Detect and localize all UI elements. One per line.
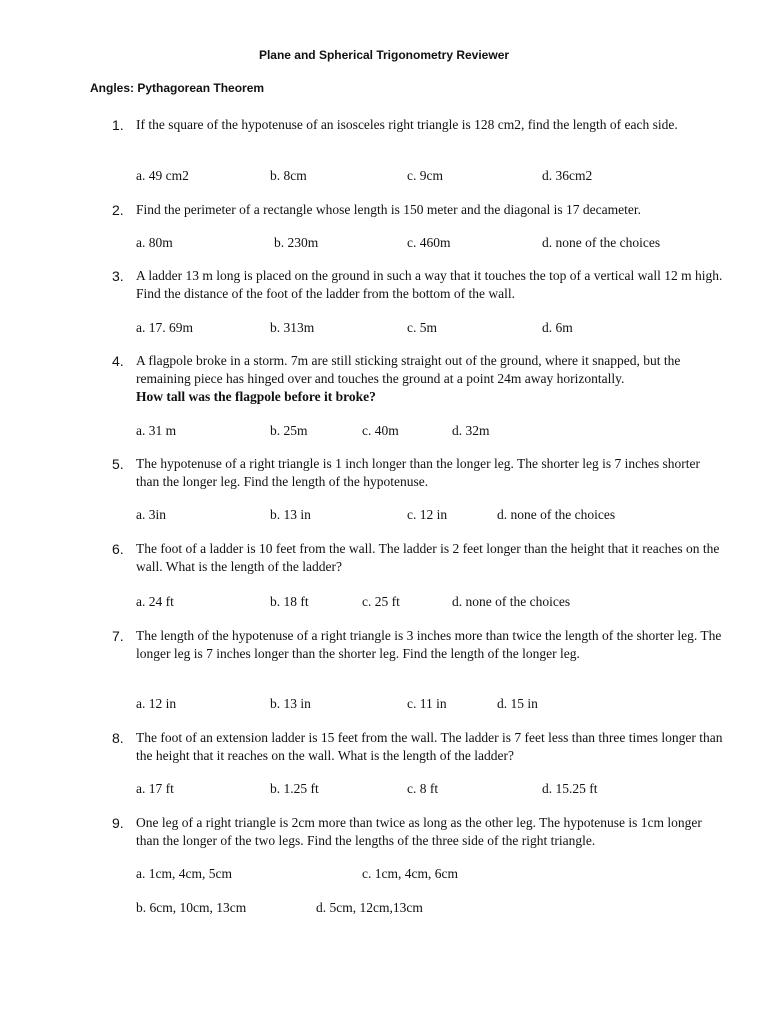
question-7 (112, 627, 726, 663)
question-number: 8. (112, 730, 124, 746)
option-c: c. 1cm, 4cm, 6cm (362, 866, 458, 881)
question-bold-text: How tall was the flagpole before it broke? (136, 389, 376, 404)
question-text: If the square of the hypotenuse of an isosceles right triangle is 128 cm2, find the length of each side. (136, 117, 678, 132)
options-7 (136, 695, 696, 713)
question-number: 6. (112, 541, 124, 557)
section-heading: Angles: Pythagorean Theorem (90, 81, 265, 95)
question-number: 1. (112, 117, 124, 133)
question-number: 9. (112, 815, 124, 831)
option-b: b. 6cm, 10cm, 13cm (136, 900, 247, 915)
option-d: d. 15.25 ft (542, 781, 598, 796)
option-a: a. 1cm, 4cm, 5cm (136, 866, 232, 881)
question-4 (112, 352, 726, 406)
option-d: d. 6m (542, 320, 573, 335)
option-b: b. 313m (270, 320, 315, 335)
options-5 (136, 506, 696, 524)
option-d: d. none of the choices (497, 507, 616, 522)
options-6 (136, 593, 696, 611)
question-number: 3. (112, 268, 124, 284)
option-b: b. 25m (270, 423, 308, 438)
question-text: The foot of a ladder is 10 feet from the wall. The ladder is 2 feet longer than the height that it reaches on the wall. What is the length of the ladder? (136, 541, 720, 574)
options-4 (136, 422, 696, 440)
question-9 (112, 814, 726, 850)
option-b: b. 230m (274, 235, 319, 250)
option-a: a. 3in (136, 507, 166, 522)
option-a: a. 17 ft (136, 781, 174, 796)
option-c: c. 5m (407, 320, 437, 335)
question-text: A flagpole broke in a storm. 7m are still sticking straight out of the ground, where it snapped, but the remaining piece has hinged over and touches the ground at a point 24m away horizontally. (136, 353, 681, 386)
question-text: The hypotenuse of a right triangle is 1 inch longer than the longer leg. The shorter leg is 7 inches shorter than the longer leg. Find the length of the hypotenuse. (136, 456, 700, 489)
option-d: d. 5cm, 12cm,13cm (316, 900, 423, 915)
options-9-row-1 (136, 865, 696, 883)
question-1 (112, 116, 726, 134)
option-b: b. 18 ft (270, 594, 309, 609)
options-2 (136, 234, 696, 252)
option-b: b. 1.25 ft (270, 781, 319, 796)
option-a: a. 80m (136, 235, 173, 250)
options-9-row-2 (136, 899, 696, 917)
question-text: One leg of a right triangle is 2cm more than twice as long as the other leg. The hypotenuse is 1cm longer than the longer of the two legs. Find the lengths of the three side of the right triangle. (136, 815, 702, 848)
option-b: b. 13 in (270, 507, 311, 522)
question-6 (112, 540, 726, 576)
option-a: a. 12 in (136, 696, 177, 711)
question-5 (112, 455, 726, 491)
question-text: The foot of an extension ladder is 15 feet from the wall. The ladder is 7 feet less than three times longer than the height that it reaches on the wall. What is the length of the ladder? (136, 730, 723, 763)
option-c: c. 25 ft (362, 594, 400, 609)
question-text: The length of the hypotenuse of a right triangle is 3 inches more than twice the length of the shorter leg. The longer leg is 7 inches longer than the shorter leg. Find the length of the longer leg. (136, 628, 722, 661)
question-2 (112, 201, 726, 219)
question-text: A ladder 13 m long is placed on the ground in such a way that it touches the top of a vertical wall 12 m high. Find the distance of the foot of the ladder from the bottom of the wall. (136, 268, 723, 301)
option-d: d. 32m (452, 423, 490, 438)
question-text: Find the perimeter of a rectangle whose length is 150 meter and the diagonal is 17 decameter. (136, 202, 641, 217)
option-d: d. none of the choices (542, 235, 661, 250)
options-8 (136, 780, 696, 798)
option-a: a. 17. 69m (136, 320, 193, 335)
option-b: b. 8cm (270, 168, 307, 183)
option-a: a. 31 m (136, 423, 177, 438)
option-c: c. 11 in (407, 696, 447, 711)
document-title: Plane and Spherical Trigonometry Reviewer (258, 48, 510, 62)
option-a: a. 24 ft (136, 594, 174, 609)
option-d: d. 36cm2 (542, 168, 593, 183)
option-c: c. 12 in (407, 507, 448, 522)
options-1 (136, 167, 696, 185)
question-number: 2. (112, 202, 124, 218)
option-a: a. 49 cm2 (136, 168, 189, 183)
question-8 (112, 729, 726, 765)
options-3 (136, 319, 696, 337)
question-number: 5. (112, 456, 124, 472)
question-number: 7. (112, 628, 124, 644)
option-c: c. 9cm (407, 168, 443, 183)
option-c: c. 40m (362, 423, 399, 438)
option-c: c. 8 ft (407, 781, 439, 796)
option-d: d. 15 in (497, 696, 538, 711)
question-3 (112, 267, 726, 303)
option-b: b. 13 in (270, 696, 311, 711)
question-number: 4. (112, 353, 124, 369)
option-c: c. 460m (407, 235, 451, 250)
option-d: d. none of the choices (452, 594, 571, 609)
